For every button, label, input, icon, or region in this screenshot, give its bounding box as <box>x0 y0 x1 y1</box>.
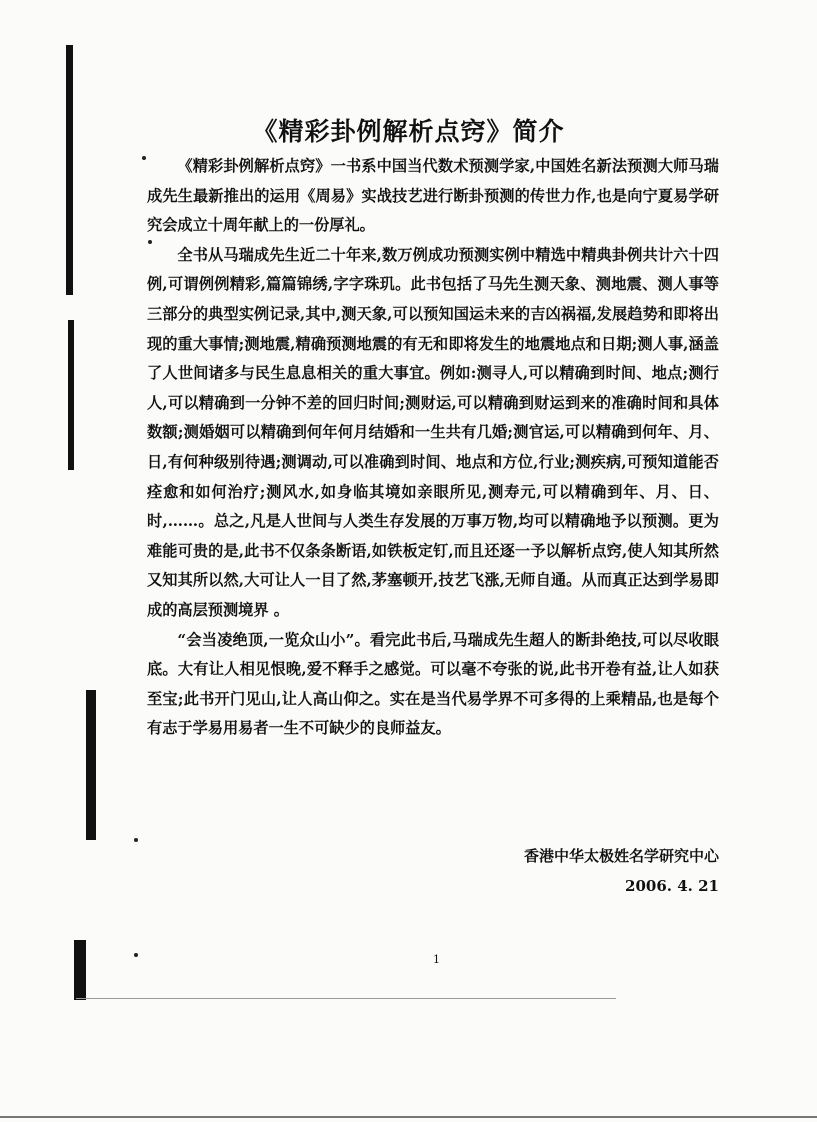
binding-shadow <box>86 690 96 840</box>
paragraph-conclusion: “会当凌绝顶,一览众山小”。看完此书后,马瑞成先生超人的断卦绝技,可以尽收眼底。大有让人相见恨晚,爱不释手之感觉。可以毫不夸张的说,此书开卷有益,让人如获至宝;此书开门见山,让人高山仰之。实在是当代易学界不可多得的上乘精品,也是每个有志于学易用易者一生不可缺少的良师益友。 <box>147 630 719 738</box>
signature-organization: 香港中华太极姓名学研究中心 <box>523 847 719 865</box>
signature-block <box>524 841 719 901</box>
paragraph-intro: 《精彩卦例解析点窍》一书系中国当代数术预测学家,中国姓名新法预测大师马瑞成先生最新推出的运用《周易》实战技艺进行断卦预测的传世力作,也是向宁夏易学研究会成立十周年献上的一份厚礼。 <box>147 157 719 235</box>
bottom-rule <box>76 998 616 999</box>
scan-speck <box>134 953 138 957</box>
paragraph-content: 全书从马瑞成先生近二十年来,数万例成功预测实例中精选中精典卦例共计六十四例,可谓例例精彩,篇篇锦绣,字字珠玑。此书包括了马先生测天象、测地震、测人事等三部分的典型实例记录,其中,测天象,可以预知国运未来的吉凶祸福,发展趋势和即将出现的重大事情;测地震,精确预测地震的有无和即将发生的地震地点和日期;测人事,涵盖了人世间诸多与民生息息相关的重大事宜。例如:测寻人,可以精确到时间、地点;测行人,可以精确到一分钟不差的回归时间;测财运,可以精确到财运到来的准确时间和具体数额;测婚姻可以精确到何年何月结婚和一生共有几婚;测官运,可以精确到何年、月、日,有何种级别待遇;测调动,可以准确到时间、地点和方位,行业;测疾病,可预知道能否痊愈和如何治疗;测风水,如身临其境如亲眼所见,测寿元,可以精确到年、月、日、时,……。总之,凡是人世间与人类生存发展的万事万物,均可以精确地予以预测。更为难能可贵的是,此书不仅条条断语,如铁板定钉,而且还逐一予以解析点窍,使人知其所然又知其所以然,大可让人一目了然,茅塞顿开,技艺飞涨,无师自通。从而真正达到学易即成的高层预测境界 。 <box>147 245 719 619</box>
binding-shadow <box>68 320 74 470</box>
document-title: 《精彩卦例解析点窍》简介 <box>252 117 565 146</box>
page-number: 1 <box>433 953 440 966</box>
binding-shadow <box>66 45 73 295</box>
binding-shadow <box>74 940 86 1000</box>
scan-speck <box>134 838 138 842</box>
document-body <box>147 152 719 744</box>
scan-edge <box>0 1116 817 1118</box>
signature-date: 2006. 4. 21 <box>625 877 719 895</box>
scan-speck <box>142 156 146 160</box>
